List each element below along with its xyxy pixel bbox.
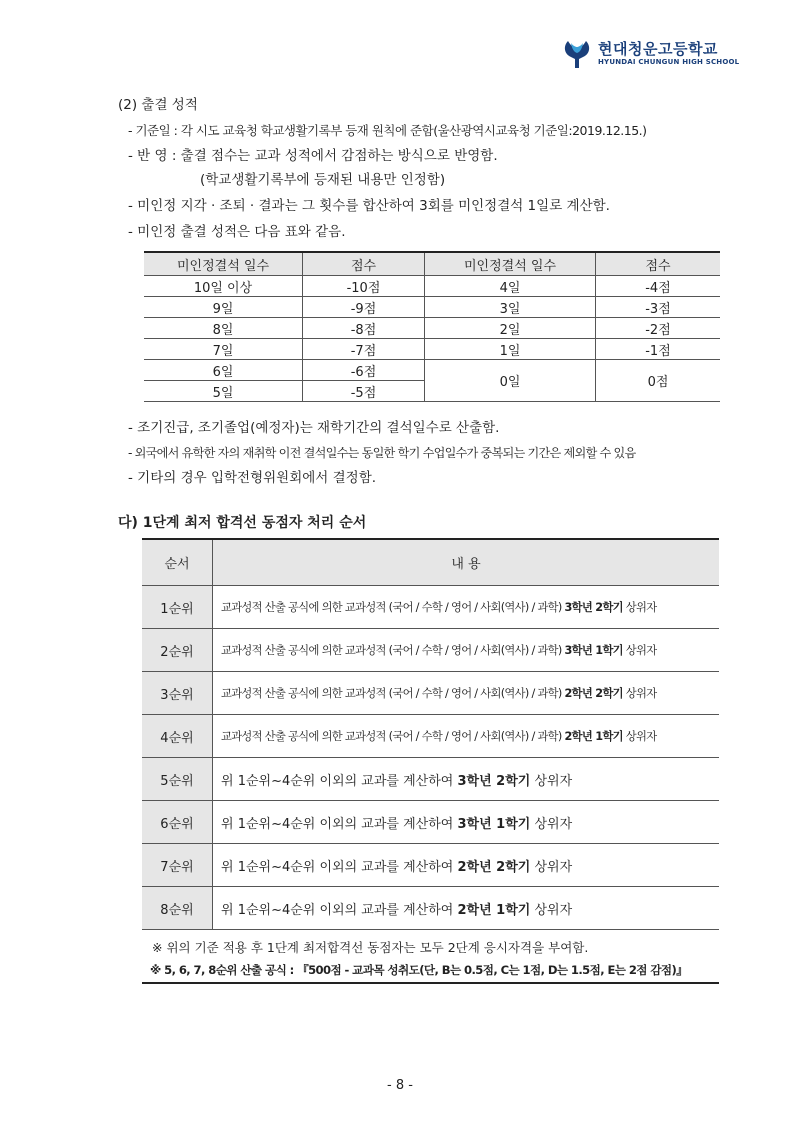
table-row: [144, 360, 720, 381]
rank-cell: 3순위: [142, 672, 213, 715]
absence-score-table: [144, 251, 720, 402]
tiebreak-table: [142, 538, 719, 930]
content-term: 3학년 2학기: [457, 773, 531, 789]
content-term: 2학년 2학기: [457, 859, 531, 875]
content-text: 교과성적 산출 공식에 의한 교과성적 (국어 / 수학 / 영어 / 사회(역사) / 과학): [221, 644, 565, 657]
score-cell: -5점: [303, 381, 425, 402]
content-cell: [213, 758, 720, 801]
attendance-reflect: - 반 영 : 출결 점수는 교과 성적에서 감점하는 방식으로 반영함.: [128, 148, 498, 164]
content-tail: 상위자: [530, 816, 573, 832]
content-cell: [213, 715, 720, 758]
days-cell: 9일: [144, 297, 303, 318]
content-term: 3학년 1학기: [564, 644, 623, 657]
score-cell: -1점: [596, 339, 721, 360]
content-term: 3학년 1학기: [457, 816, 531, 832]
days-cell: 4일: [425, 276, 596, 297]
header-rank: 순서: [142, 539, 213, 586]
page-number: - 8 -: [387, 1078, 413, 1093]
content-text: 교과성적 산출 공식에 의한 교과성적 (국어 / 수학 / 영어 / 사회(역사) / 과학): [221, 730, 565, 743]
table-row: [142, 715, 719, 758]
table-row: [144, 276, 720, 297]
days-cell: 2일: [425, 318, 596, 339]
note-abroad: - 외국에서 유학한 자의 재취학 이전 결석일수는 동일한 학기 수업일수가 중복되는 기간은 제외할 수 있음: [128, 446, 636, 460]
header-content: 내 용: [213, 539, 720, 586]
content-cell: [213, 672, 720, 715]
table-row: [144, 318, 720, 339]
table-row: [142, 586, 719, 629]
attendance-title: (2) 출결 성적: [118, 97, 198, 113]
days-cell: 5일: [144, 381, 303, 402]
tiebreak-formula-note: ※ 5, 6, 7, 8순위 산출 공식 : 『500점 - 교과목 성취도(단, B는 0.5점, C는 1점, D는 1.5점, E는 2점 감점)』: [150, 963, 688, 977]
score-cell: -10점: [303, 276, 425, 297]
content-tail: 상위자: [622, 644, 657, 657]
content-text: 위 1순위~4순위 이외의 교과를 계산하여: [221, 816, 458, 832]
note-other: - 기타의 경우 입학전형위원회에서 결정함.: [128, 470, 377, 486]
table-row: [142, 672, 719, 715]
attendance-reflect-note: (학교생활기록부에 등재된 내용만 인정함): [200, 172, 446, 188]
content-tail: 상위자: [530, 902, 573, 918]
score-cell: -6점: [303, 360, 425, 381]
rank-cell: 4순위: [142, 715, 213, 758]
content-tail: 상위자: [622, 730, 657, 743]
table-row: [142, 758, 719, 801]
table-row: [142, 844, 719, 887]
table-row: [142, 629, 719, 672]
rank-cell: 8순위: [142, 887, 213, 930]
content-cell: [213, 887, 720, 930]
days-cell: 6일: [144, 360, 303, 381]
content-cell: [213, 586, 720, 629]
content-text: 위 1순위~4순위 이외의 교과를 계산하여: [221, 902, 458, 918]
header-score-left: 점수: [303, 252, 425, 276]
score-cell: -4점: [596, 276, 721, 297]
content-tail: 상위자: [622, 601, 657, 614]
tiebreak-note: ※ 위의 기준 적용 후 1단계 최저합격선 동점자는 모두 2단계 응시자격을 부여함.: [152, 940, 589, 955]
header-days-right: 미인정결석 일수: [425, 252, 596, 276]
score-cell: 0점: [596, 360, 721, 402]
table-row: [142, 801, 719, 844]
content-term: 2학년 2학기: [564, 687, 623, 700]
content-term: 2학년 1학기: [457, 902, 531, 918]
score-cell: -9점: [303, 297, 425, 318]
content-cell: [213, 629, 720, 672]
score-cell: -7점: [303, 339, 425, 360]
days-cell: 8일: [144, 318, 303, 339]
content-term: 2학년 1학기: [564, 730, 623, 743]
table-row: [142, 887, 719, 930]
school-logo: [562, 38, 739, 70]
content-text: 위 1순위~4순위 이외의 교과를 계산하여: [221, 773, 458, 789]
score-cell: -2점: [596, 318, 721, 339]
section-divider: [142, 982, 719, 984]
table-row: [144, 339, 720, 360]
table-header-row: [144, 252, 720, 276]
header-score-right: 점수: [596, 252, 721, 276]
attendance-base-date: - 기준일 : 각 시도 교육청 학교생활기록부 등재 원칙에 준함(울산광역시교육청 기준일:2019.12.15.): [128, 123, 647, 138]
content-text: 교과성적 산출 공식에 의한 교과성적 (국어 / 수학 / 영어 / 사회(역사) / 과학): [221, 687, 565, 700]
days-cell: 1일: [425, 339, 596, 360]
days-cell: 7일: [144, 339, 303, 360]
attendance-rule-table: - 미인정 출결 성적은 다음 표와 같음.: [128, 224, 346, 240]
content-tail: 상위자: [530, 773, 573, 789]
rank-cell: 6순위: [142, 801, 213, 844]
content-tail: 상위자: [530, 859, 573, 875]
score-cell: -3점: [596, 297, 721, 318]
days-cell: 10일 이상: [144, 276, 303, 297]
days-cell: 0일: [425, 360, 596, 402]
tiebreak-heading: 다) 1단계 최저 합격선 동점자 처리 순서: [118, 515, 367, 531]
content-term: 3학년 2학기: [564, 601, 623, 614]
content-text: 위 1순위~4순위 이외의 교과를 계산하여: [221, 859, 458, 875]
table-header-row: [142, 539, 719, 586]
rank-cell: 5순위: [142, 758, 213, 801]
note-early-advance: - 조기진급, 조기졸업(예정자)는 재학기간의 결석일수로 산출함.: [128, 420, 500, 436]
school-name-english: HYUNDAI CHUNGUN HIGH SCHOOL: [598, 58, 740, 66]
content-cell: [213, 801, 720, 844]
header-days-left: 미인정결석 일수: [144, 252, 303, 276]
rank-cell: 2순위: [142, 629, 213, 672]
content-cell: [213, 844, 720, 887]
rank-cell: 7순위: [142, 844, 213, 887]
table-row: [144, 297, 720, 318]
school-name-korean: 현대청운고등학교: [598, 40, 718, 58]
days-cell: 3일: [425, 297, 596, 318]
attendance-rule-tardy: - 미인정 지각 · 조퇴 · 결과는 그 횟수를 합산하여 3회를 미인정결석 1일로 계산함.: [128, 198, 610, 214]
content-tail: 상위자: [622, 687, 657, 700]
score-cell: -8점: [303, 318, 425, 339]
school-emblem-icon: [562, 38, 592, 70]
content-text: 교과성적 산출 공식에 의한 교과성적 (국어 / 수학 / 영어 / 사회(역사) / 과학): [221, 601, 565, 614]
rank-cell: 1순위: [142, 586, 213, 629]
